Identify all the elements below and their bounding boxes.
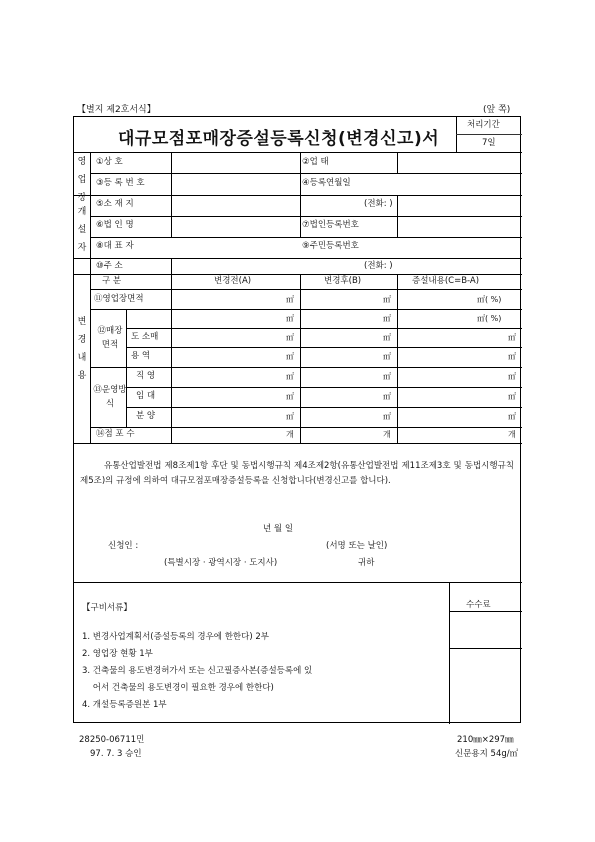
unit-area: ㎡: [383, 314, 391, 323]
unit-pct: ㎡( %): [477, 314, 502, 323]
location-label: ⑤소 재 지: [96, 199, 134, 209]
col-before: 변경전(A): [214, 276, 252, 286]
trade-name-label: ①상 호: [96, 157, 123, 167]
applicant-label: 신청인 :: [108, 541, 139, 551]
unit-count: 개: [508, 430, 516, 439]
registration-date-label: ④등록연월일: [302, 178, 351, 188]
business-type-label: ②업 태: [302, 157, 329, 167]
unit-area: ㎡: [286, 352, 294, 361]
fee-label: 수수료: [466, 600, 491, 610]
sales-area-group-label: ⑫매장 면적: [97, 326, 123, 350]
founder-phone-label: (전화: ): [364, 261, 393, 271]
col-category: 구 분: [102, 276, 122, 286]
unit-area: ㎡: [383, 352, 391, 361]
doc-item: 3. 건축물의 용도변경허가서 또는 신고필증사본(증설등록에 있: [82, 666, 313, 676]
doc-item: 4. 개설등록증원본 1부: [82, 700, 167, 710]
approval-date: 97. 7. 3 승인: [90, 749, 142, 759]
operation-group-label: ⑬운영방 식: [93, 385, 127, 409]
address-label: ⑩주 소: [96, 261, 123, 271]
unit-area: ㎡: [508, 372, 516, 381]
unit-area: ㎡: [286, 295, 294, 304]
signature-label: (서명 또는 날인): [326, 541, 388, 551]
founder-group-label: 개설자: [77, 207, 87, 253]
addressee-label: 귀하: [358, 558, 375, 568]
unit-area: ㎡: [383, 412, 391, 421]
unit-area: ㎡: [508, 412, 516, 421]
form-code: 28250-06711민: [79, 735, 145, 745]
unit-area: ㎡: [286, 392, 294, 401]
corporation-name-label: ⑥법 인 명: [96, 220, 134, 230]
store-phone-label: (전화: ): [364, 199, 393, 209]
form-title: 대규모점포매장증설등록신청(변경신고)서: [118, 129, 440, 149]
unit-area: ㎡: [508, 333, 516, 342]
unit-area: ㎡: [383, 392, 391, 401]
processing-period-label: 처리기간: [467, 120, 500, 130]
corporation-reg-no-label: ⑦법인등록번호: [302, 220, 359, 230]
store-count-label: ⑭점 포 수: [96, 429, 135, 439]
sale-label: 분 양: [136, 411, 156, 421]
resident-number-label: ⑨주민등록번호: [302, 241, 359, 251]
unit-pct: ㎡( %): [477, 295, 502, 304]
service-label: 용 역: [131, 351, 151, 361]
unit-area: ㎡: [383, 295, 391, 304]
representative-label: ⑧대 표 자: [96, 241, 134, 251]
business-area-label: ⑪영업장면적: [94, 294, 144, 304]
application-form: [73, 116, 521, 723]
paper-size: 210㎜×297㎜: [457, 735, 514, 745]
wholesale-retail-label: 도 소매: [131, 332, 159, 342]
store-group-label: 영업장: [77, 157, 87, 203]
date-line: 년 월 일: [263, 524, 294, 534]
unit-count: 개: [383, 430, 391, 439]
form-number: 【별지 제2호서식】: [77, 105, 156, 115]
unit-area: ㎡: [286, 314, 294, 323]
lease-label: 임 대: [136, 391, 156, 401]
application-statement: 유통산업발전법 제8조제1항 후단 및 동법시행규칙 제4조제2항(유통산업발전법 제11조제3호 및 동법시행규칙 제5조)의 규정에 의하여 대규모점포매장증설등록을 신청합니다(변경신고를 합니다).: [80, 461, 514, 486]
page-side-label: (앞 쪽): [483, 105, 511, 115]
change-group-label: 변경내용: [77, 317, 87, 381]
processing-period-value: 7일: [482, 138, 496, 148]
unit-area: ㎡: [383, 372, 391, 381]
col-after: 변경후(B): [324, 276, 362, 286]
direct-label: 직 영: [136, 371, 156, 381]
doc-item: 어서 건축물의 용도변경이 필요한 경우에 한한다): [82, 683, 274, 693]
unit-area: ㎡: [286, 412, 294, 421]
authority-label: (특별시장 · 광역시장 · 도지사): [164, 558, 278, 568]
unit-area: ㎡: [383, 333, 391, 342]
doc-item: 1. 변경사업계획서(증설등록의 경우에 한한다) 2부: [82, 632, 269, 642]
unit-area: ㎡: [286, 333, 294, 342]
registration-number-label: ③등 록 번 호: [96, 178, 145, 188]
doc-item: 2. 영업장 현황 1부: [82, 649, 153, 659]
required-docs-title: 【구비서류】: [82, 603, 132, 613]
unit-area: ㎡: [286, 372, 294, 381]
unit-area: ㎡: [508, 352, 516, 361]
unit-area: ㎡: [508, 392, 516, 401]
col-increase: 증설내용(C=B-A): [412, 276, 480, 286]
paper-type: 신문용지 54g/㎡: [455, 749, 519, 759]
unit-count: 개: [286, 430, 294, 439]
